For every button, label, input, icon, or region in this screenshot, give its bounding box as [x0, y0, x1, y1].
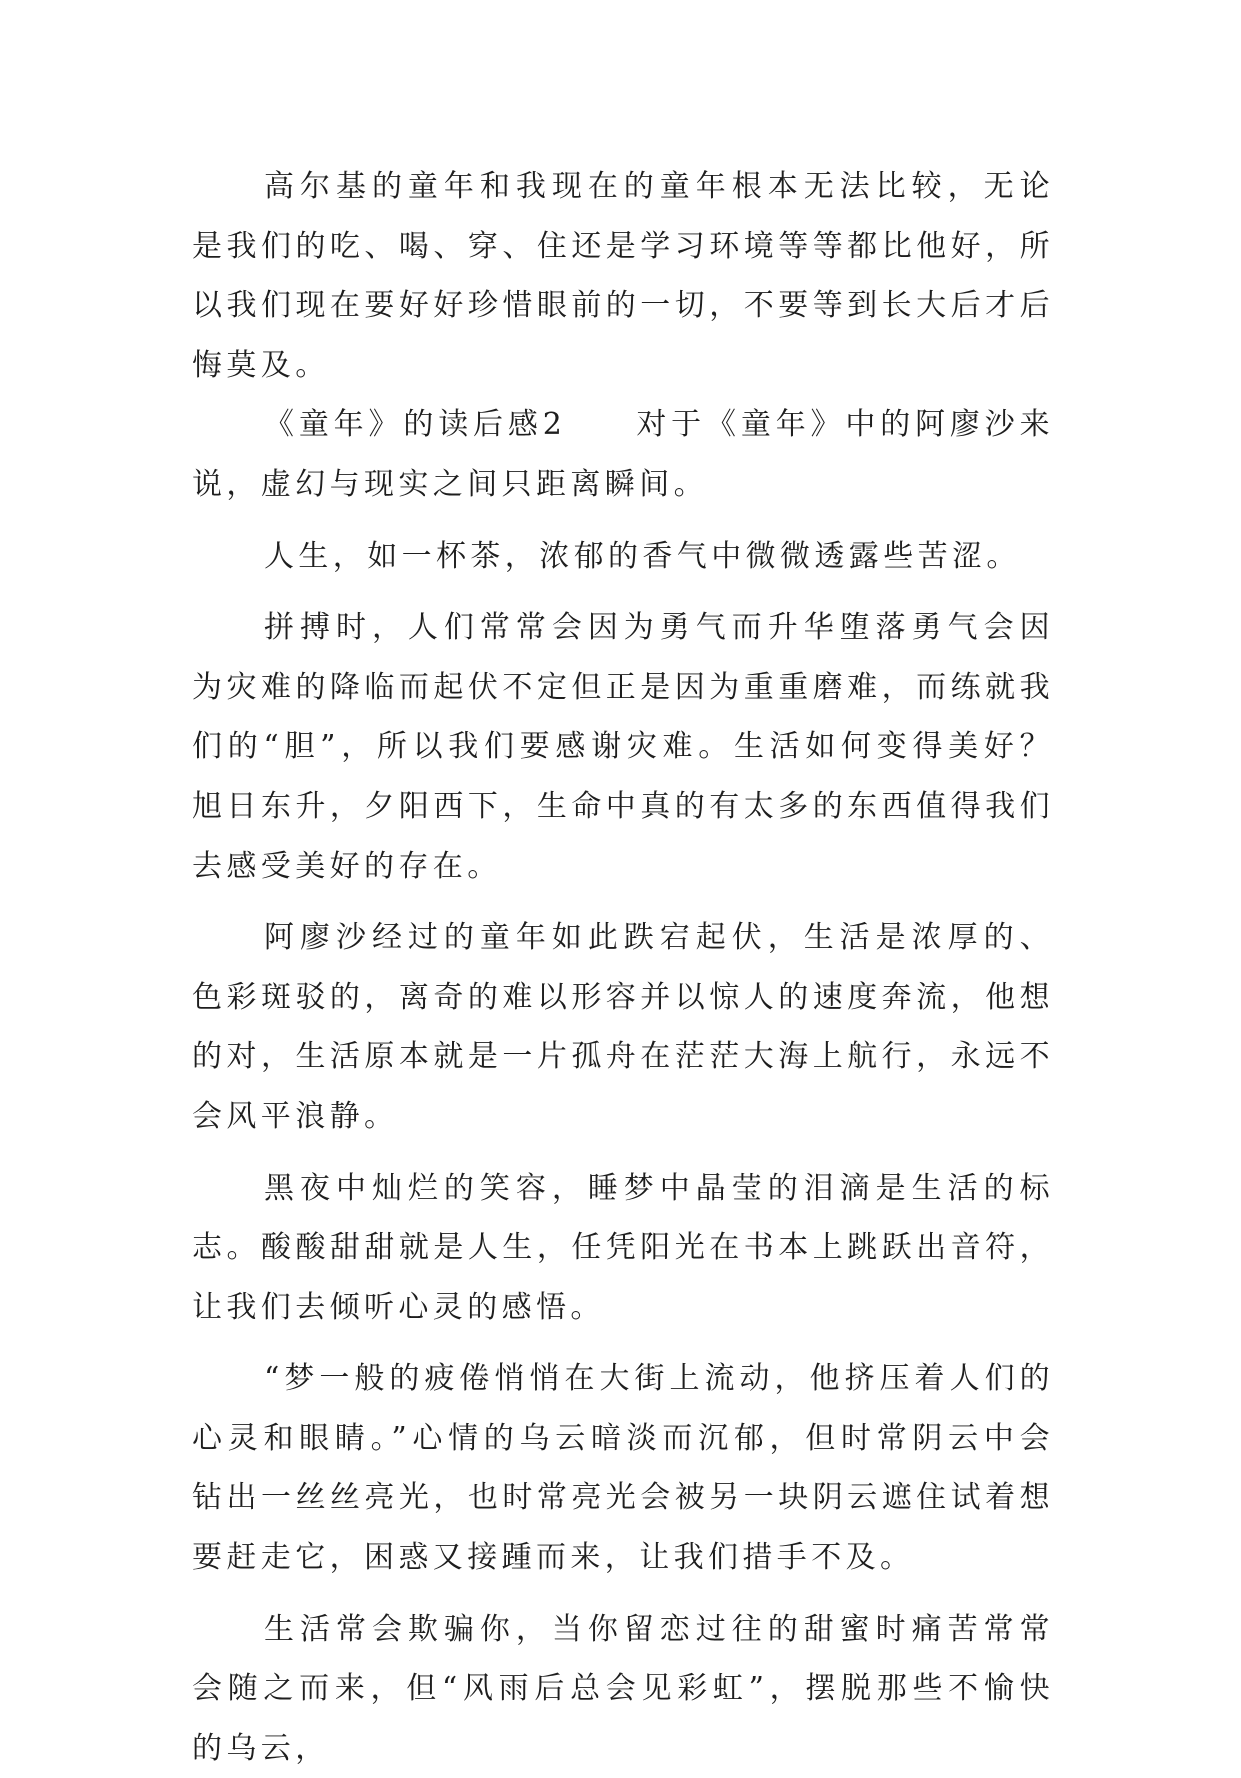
paragraph: 生活常会欺骗你，当你留恋过往的甜蜜时痛苦常常会随之而来，但“风雨后总会见彩虹”，摆脱那些不愉快的乌云，	[192, 1611, 1054, 1766]
paragraph: 《童年》的读后感2 对于《童年》中的阿廖沙来说，虚幻与现实之间只距离瞬间。	[192, 407, 1054, 502]
paragraph: 阿廖沙经过的童年如此跌宕起伏，生活是浓厚的、色彩斑驳的，离奇的难以形容并以惊人的速度奔流，他想的对，生活原本就是一片孤舟在茫茫大海上航行，永远不会风平浪静。	[192, 920, 1054, 1134]
paragraph: 人生，如一杯茶，浓郁的香气中微微透露些苦涩。	[264, 538, 1021, 574]
paragraph: 拼搏时，人们常常会因为勇气而升华堕落勇气会因为灾难的降临而起伏不定但正是因为重重磨难，而练就我们的“胆”，所以我们要感谢灾难。生活如何变得美好？旭日东升，夕阳西下，生命中真的有太多的东西值得我们去感受美好的存在。	[192, 610, 1054, 884]
paragraph: “梦一般的疲倦悄悄在大街上流动，他挤压着人们的心灵和眼睛。”心情的乌云暗淡而沉郁，但时常阴云中会钻出一丝丝亮光，也时常亮光会被另一块阴云遮住试着想要赶走它，困惑又接踵而来，让我们措手不及。	[192, 1361, 1054, 1576]
document-body	[192, 157, 1054, 1778]
paragraph: 黑夜中灿烂的笑容，睡梦中晶莹的泪滴是生活的标志。酸酸甜甜就是人生，任凭阳光在书本上跳跃出音符，让我们去倾听心灵的感悟。	[192, 1170, 1054, 1325]
paragraph: 高尔基的童年和我现在的童年根本无法比较，无论是我们的吃、喝、穿、住还是学习环境等等都比他好，所以我们现在要好好珍惜眼前的一切，不要等到长大后才后悔莫及。	[192, 169, 1054, 383]
